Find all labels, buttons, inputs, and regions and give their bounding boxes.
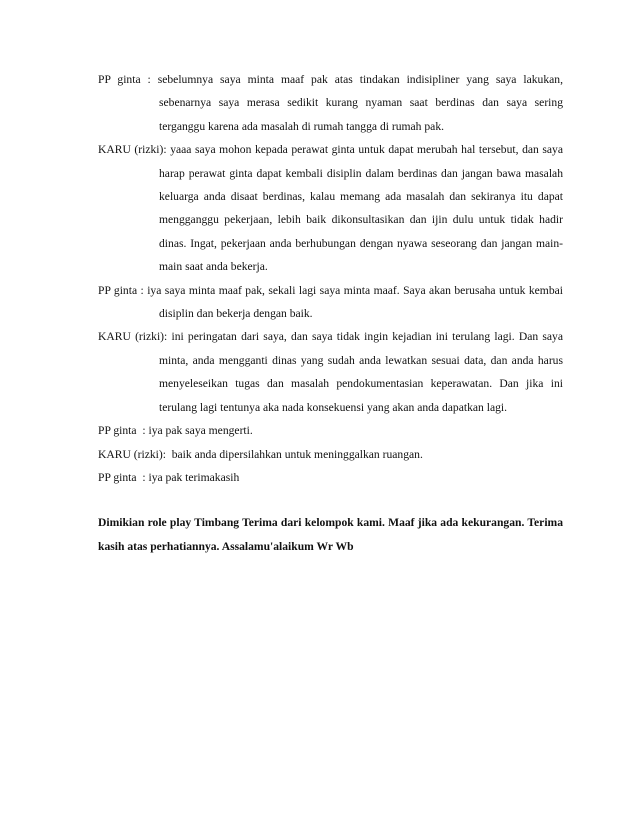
dialogue-text: iya pak terimakasih [148,470,240,484]
dialogue-text: sebelumnya saya minta maaf pak atas tindakan indisipliner yang saya lakukan, sebenarnya saya merasa sedikit kurang nyaman saat berdinas dan saya sering terganggu karena ada masalah di rumah tangga di rumah pak. [157,73,563,133]
dialogue-turn [98,138,563,278]
dialogue-text: yaaa saya mohon kepada perawat ginta untuk dapat merubah hal tersebut, dan saya harap perawat ginta dapat kembali disiplin dalam berdinas dan jangan bawa masalah keluarga anda disaat berdinas, kalau memang ada masalah dan sekiranya itu dapat mengganggu pekerjaan, lebih baik dikonsultasikan dan ijin dulu untuk tidak hadir dinas. Ingat, pekerjaan anda berhubungan dengan nyawa seseorang dan jangan main-main saat anda bekerja. [159,143,563,274]
dialogue-line [98,466,563,489]
dialogue-turn [98,325,563,419]
speaker-label: KARU (rizki): [98,447,169,461]
speaker-label: PP ginta : [98,283,148,297]
dialogue-line [98,443,563,466]
dialogue-text: iya pak saya mengerti. [148,424,253,438]
speaker-label: PP ginta : [98,73,158,86]
dialogue-text: baik anda dipersilahkan untuk meninggalkan ruangan. [168,447,423,461]
speaker-label: KARU (rizki): [98,143,171,157]
dialogue-turn [98,279,563,326]
speaker-label: PP ginta : [98,470,149,484]
dialogue-line [98,419,563,442]
dialogue-text: ini peringatan dari saya, dan saya tidak ingin kejadian ini terulang lagi. Dan saya minta, anda mengganti dinas yang sudah anda lewatkan sesuai data, dan anda harus menyeleseikan tugas dan masalah pendokumentasian keperawatan. Dan jika ini terulang lagi tentunya aka nada konsekuensi yang akan anda dapatkan lagi. [159,330,563,414]
speaker-label: KARU (rizki): [98,330,172,344]
dialogue-text: iya saya minta maaf pak, sekali lagi saya minta maaf. Saya akan berusaha untuk kembai disiplin dan bekerja dengan baik. [147,283,563,321]
document-page [98,68,563,570]
dialogue-turn [98,68,563,138]
closing-paragraph: Dimikian role play Timbang Terima dari kelompok kami. Maaf jika ada kekurangan. Terima kasih atas perhatiannya. Assalamu'alaikum Wr Wb [98,516,563,553]
speaker-label: PP ginta : [98,424,149,438]
